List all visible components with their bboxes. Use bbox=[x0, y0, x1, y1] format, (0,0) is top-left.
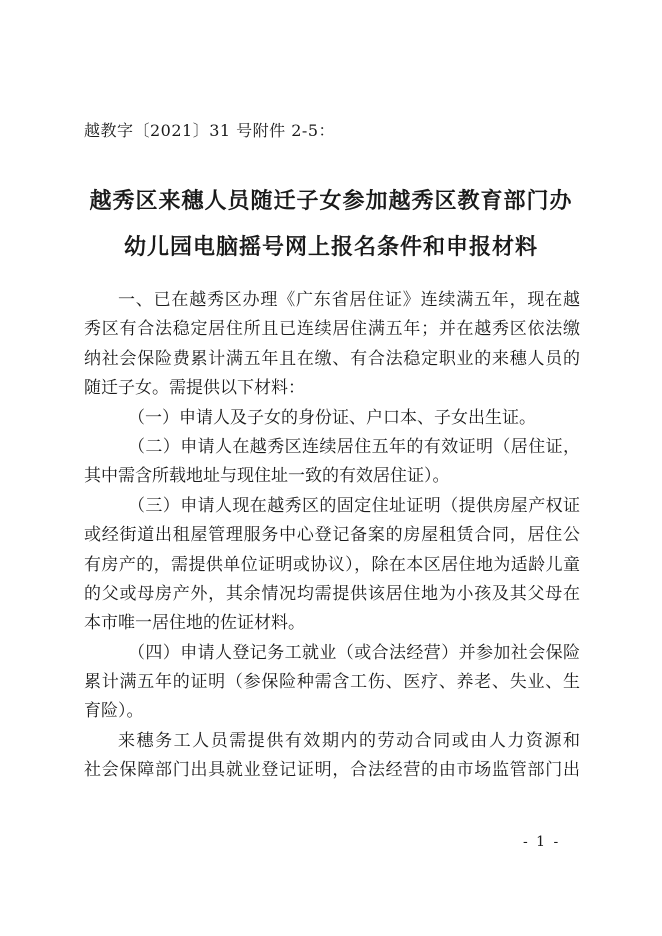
item-4-line-2: 累计满五年的证明（参保险种需含工伤、医疗、养老、失业、生 bbox=[84, 672, 580, 693]
item-4-line-1: （四）申请人登记务工就业（或合法经营）并参加社会保险 bbox=[128, 642, 580, 663]
item-2-line-2: 其中需含所载地址与现住址一致的有效居住证）。 bbox=[84, 466, 450, 487]
document-title-line-2: 幼儿园电脑摇号网上报名条件和申报材料 bbox=[123, 235, 538, 260]
page-number: - 1 - bbox=[523, 834, 561, 850]
document-title-line-1: 越秀区来穗人员随迁子女参加越秀区教育部门办 bbox=[89, 189, 573, 214]
item-2-line-1: （二）申请人在越秀区连续居住五年的有效证明（居住证， bbox=[128, 436, 580, 457]
item-3-line-1: （三）申请人现在越秀区的固定住址证明（提供房屋产权证 bbox=[128, 495, 580, 516]
item-3-line-3: 有房产的，需提供单位证明或协议），除在本区居住地为适龄儿童 bbox=[84, 554, 580, 575]
item-4-line-3: 育险）。 bbox=[84, 701, 144, 722]
paragraph-2-line-1: 来穗务工人员需提供有效期内的劳动合同或由人力资源和 bbox=[118, 730, 580, 751]
paragraph-1-line-4: 随迁子女。需提供以下材料： bbox=[84, 378, 305, 399]
item-3-line-4: 的父或母房产外，其余情况均需提供该居住地为小孩及其父母在 bbox=[84, 583, 580, 604]
paragraph-1-line-2: 秀区有合法稳定居住所且已连续居住满五年；并在越秀区依法缴 bbox=[84, 319, 580, 340]
paragraph-2-line-2: 社会保障部门出具就业登记证明，合法经营的由市场监管部门出 bbox=[84, 760, 580, 781]
document-body bbox=[84, 286, 580, 786]
paragraph-1-line-1: 一、已在越秀区办理《广东省居住证》连续满五年，现在越 bbox=[118, 290, 580, 310]
item-1-line-1: （一）申请人及子女的身份证、户口本、子女出生证。 bbox=[128, 407, 536, 428]
document-reference: 越教字〔2021〕31 号附件 2-5： bbox=[84, 121, 336, 140]
item-3-line-5: 本市唯一居住地的佐证材料。 bbox=[84, 613, 305, 634]
paragraph-1-line-3: 纳社会保险费累计满五年且在缴、有合法稳定职业的来穗人员的 bbox=[84, 348, 580, 369]
item-3-line-2: 或经街道出租屋管理服务中心登记备案的房屋租赁合同，居住公 bbox=[84, 525, 580, 546]
